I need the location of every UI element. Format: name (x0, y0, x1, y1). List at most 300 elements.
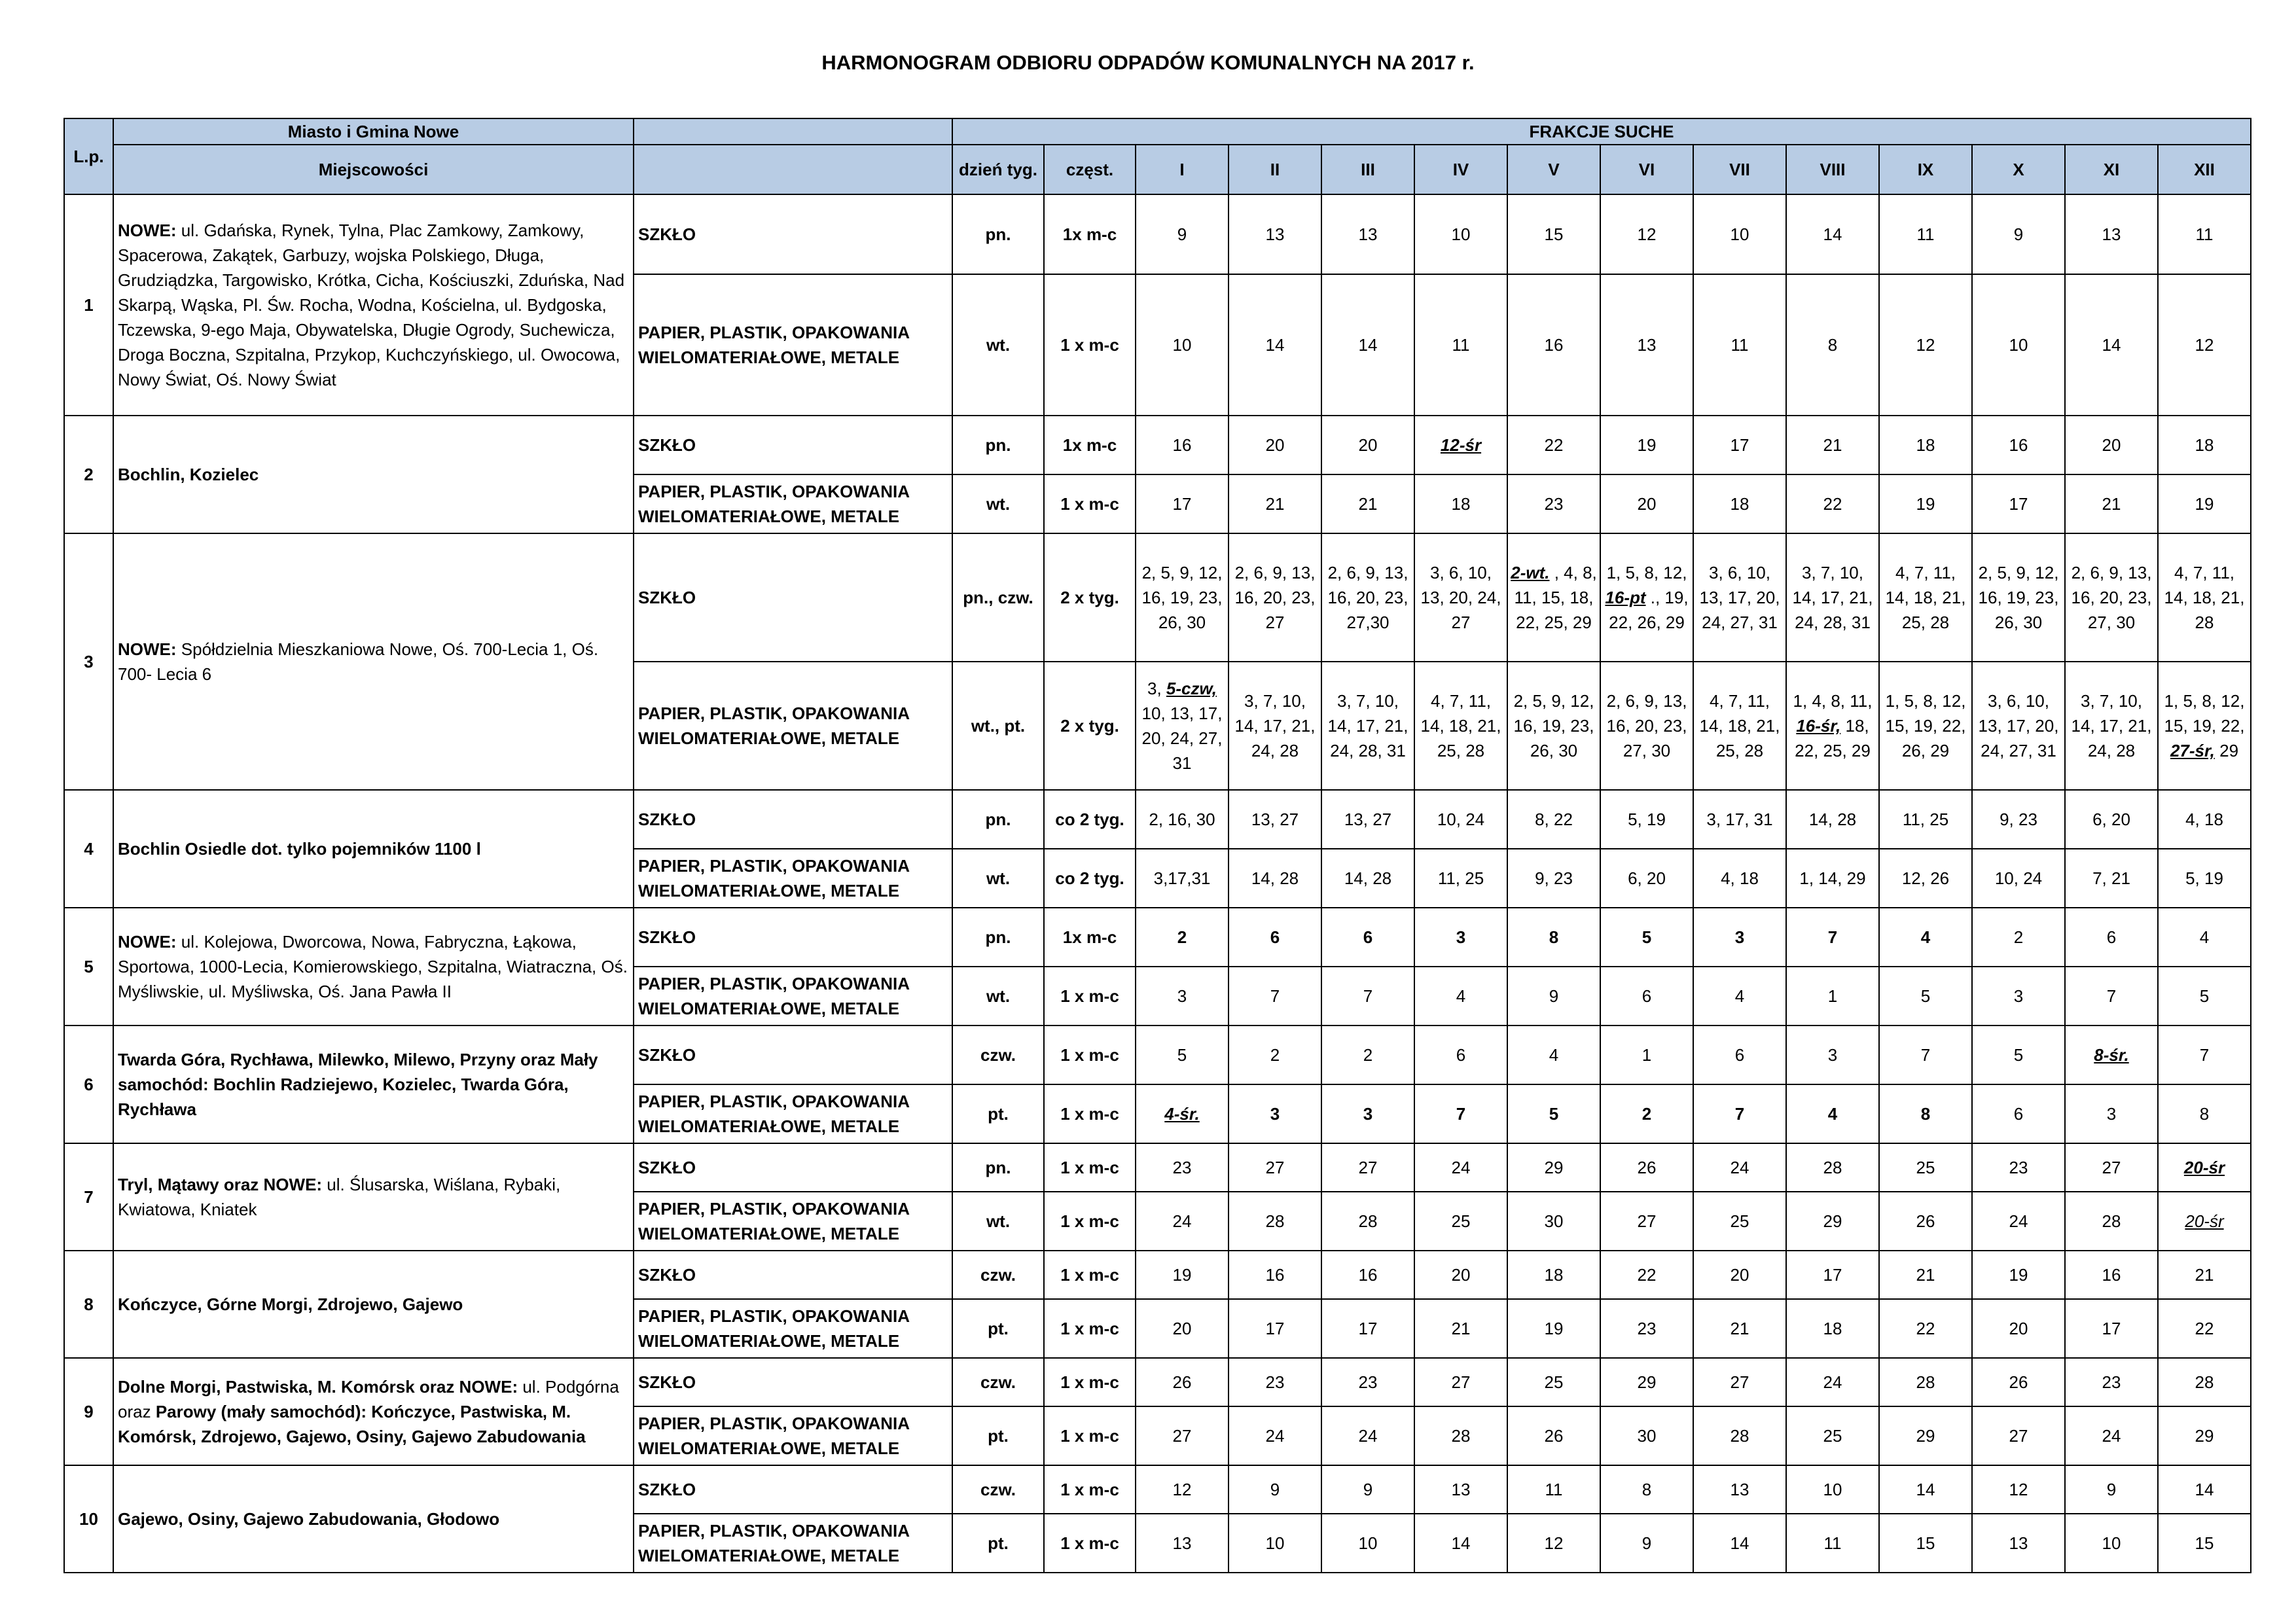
date-cell (1879, 194, 1972, 274)
date-cell (1879, 1143, 1972, 1192)
text-run: 28 (1265, 1211, 1285, 1231)
frequency-cell: 1 x m-c (1044, 474, 1136, 533)
date-cell (1136, 1514, 1229, 1573)
text-run: 1, 4, 8, 11, (1793, 691, 1873, 711)
text-run: 14 (1451, 1533, 1471, 1553)
date-cell (1136, 1358, 1229, 1406)
text-run: 10 (2102, 1533, 2121, 1553)
text-run: 4 (1827, 1104, 1838, 1124)
text-run: 1 (1641, 1045, 1652, 1065)
gmina-header: Miasto i Gmina Nowe (113, 118, 634, 145)
location-cell (113, 416, 634, 533)
schedule-row (64, 533, 2251, 662)
date-cell (1786, 533, 1879, 662)
text-run: 8 (1827, 335, 1838, 355)
day-cell: pt. (952, 1514, 1044, 1573)
date-cell (1507, 1358, 1600, 1406)
date-cell (1600, 908, 1693, 967)
text-run: 7 (2199, 1045, 2210, 1065)
date-cell (1693, 1026, 1786, 1084)
text-run: 18 (1916, 435, 1935, 455)
date-cell (1693, 533, 1786, 662)
date-cell (2065, 474, 2158, 533)
text-run: 29 (2214, 741, 2239, 760)
text-run: NOWE: (118, 221, 177, 240)
frequency-cell: 1x m-c (1044, 194, 1136, 274)
schedule-row (64, 790, 2251, 849)
text-run: 27 (1730, 1372, 1749, 1392)
text-run: 26 (1172, 1372, 1192, 1392)
date-cell (1600, 474, 1693, 533)
text-run: 20-śr (2185, 1211, 2224, 1231)
text-run: 28 (2102, 1211, 2121, 1231)
date-cell (1321, 849, 1414, 908)
text-run: 3 (2106, 1104, 2117, 1124)
text-run: 2, 16, 30 (1149, 810, 1215, 829)
text-run: 11 (1731, 335, 1749, 355)
date-cell (1693, 1299, 1786, 1358)
text-run: 29 (1916, 1426, 1935, 1446)
text-run: 3,17,31 (1153, 868, 1211, 888)
date-cell (1414, 1084, 1507, 1143)
location-cell (113, 1251, 634, 1358)
text-run: 27 (1265, 1158, 1285, 1177)
text-run: 21 (1823, 435, 1842, 455)
date-cell (1229, 1406, 1321, 1465)
text-run: 4, 18 (2185, 810, 2223, 829)
text-run: 18 (1544, 1265, 1564, 1285)
date-cell (2065, 849, 2158, 908)
date-cell (1786, 1465, 1879, 1514)
header-row-bottom (64, 145, 2251, 194)
text-run: 14 (1730, 1533, 1749, 1553)
text-run: 22 (1637, 1265, 1657, 1285)
fraction-cell: SZKŁO (634, 1358, 952, 1406)
text-run: 7, 21 (2092, 868, 2130, 888)
date-cell (1507, 1406, 1600, 1465)
date-cell (2065, 1358, 2158, 1406)
text-run: 12 (1916, 335, 1935, 355)
date-cell (2065, 1299, 2158, 1358)
frakcje-header: FRAKCJE SUCHE (952, 118, 2251, 145)
date-cell (1136, 790, 1229, 849)
date-cell (1879, 908, 1972, 967)
text-run: 11 (1823, 1533, 1842, 1553)
text-run: 11 (2195, 224, 2214, 244)
date-cell (1879, 849, 1972, 908)
date-cell (1414, 474, 1507, 533)
text-run: 10 (1172, 335, 1192, 355)
text-run: 21 (2102, 494, 2121, 514)
text-run: 1, 5, 8, 12, (1606, 563, 1687, 582)
date-cell (1321, 1358, 1414, 1406)
text-run: 14 (1916, 1480, 1935, 1499)
date-cell (1321, 416, 1414, 474)
row-number: 10 (64, 1465, 113, 1573)
text-run: Dolne Morgi, Pastwiska, M. Komórsk oraz NOWE: (118, 1377, 518, 1397)
date-cell (1507, 849, 1600, 908)
day-cell: wt. (952, 474, 1044, 533)
day-cell: wt. (952, 274, 1044, 416)
text-run: 5 (1641, 927, 1652, 947)
frequency-cell: 1 x m-c (1044, 1192, 1136, 1251)
text-run: 28 (1823, 1158, 1842, 1177)
text-run: ., 19, 22, 26, 29 (1609, 588, 1689, 632)
text-run: 29 (1637, 1372, 1657, 1392)
text-run: NOWE: (118, 639, 177, 659)
date-cell (2158, 1514, 2251, 1573)
date-cell (1600, 1192, 1693, 1251)
page-title: HARMONOGRAM ODBIORU ODPADÓW KOMUNALNYCH NA 2017 r. (821, 51, 1475, 74)
date-cell (1136, 849, 1229, 908)
text-run: 3 (1456, 927, 1466, 947)
date-cell (1507, 1143, 1600, 1192)
date-cell (1600, 662, 1693, 790)
date-cell (1786, 662, 1879, 790)
text-run: 1 (1827, 986, 1838, 1006)
text-run: 3, 6, 10, 13, 20, 24, 27 (1420, 563, 1501, 632)
location-cell (113, 1026, 634, 1143)
date-cell (2158, 533, 2251, 662)
text-run: 7 (1827, 927, 1838, 947)
date-cell (1507, 194, 1600, 274)
date-cell (1600, 533, 1693, 662)
date-cell (1879, 274, 1972, 416)
date-cell (1414, 1358, 1507, 1406)
text-run: 29 (1823, 1211, 1842, 1231)
text-run: 17 (1823, 1265, 1842, 1285)
date-cell (1321, 1143, 1414, 1192)
fraction-cell: PAPIER, PLASTIK, OPAKOWANIA WIELOMATERIAŁOWE, METALE (634, 1406, 952, 1465)
month-header: V (1507, 145, 1600, 194)
date-cell (1693, 1084, 1786, 1143)
date-cell (2158, 474, 2251, 533)
date-cell (1786, 1251, 1879, 1299)
text-run: Gajewo, Osiny, Gajewo Zabudowania, Głodowo (118, 1509, 500, 1529)
date-cell (1229, 533, 1321, 662)
frequency-cell: co 2 tyg. (1044, 849, 1136, 908)
text-run: 11 (1545, 1480, 1563, 1499)
date-cell (1229, 1358, 1321, 1406)
date-cell (2065, 790, 2158, 849)
day-header: dzień tyg. (952, 145, 1044, 194)
text-run: 19 (1172, 1265, 1192, 1285)
text-run: 27 (1637, 1211, 1657, 1231)
date-cell (2065, 1084, 2158, 1143)
text-run: 4, 18 (1721, 868, 1759, 888)
day-cell: wt. (952, 1192, 1044, 1251)
date-cell (1507, 1251, 1600, 1299)
text-run: 2, 5, 9, 12, 16, 19, 23, 26, 30 (1513, 691, 1594, 760)
text-run: 20 (1358, 435, 1378, 455)
date-cell (2158, 1143, 2251, 1192)
date-cell (1229, 1026, 1321, 1084)
fraction-cell: SZKŁO (634, 533, 952, 662)
date-cell (2065, 1192, 2158, 1251)
text-run: 9, 23 (1535, 868, 1573, 888)
date-cell (1786, 1358, 1879, 1406)
text-run: 3 (2013, 986, 2024, 1006)
schedule-table (63, 118, 2251, 1573)
text-run: 10, 24 (1994, 868, 2043, 888)
text-run: 23 (1265, 1372, 1285, 1392)
date-cell (1879, 416, 1972, 474)
frequency-cell: 1 x m-c (1044, 967, 1136, 1026)
date-cell (1693, 908, 1786, 967)
text-run: 18 (2195, 435, 2214, 455)
text-run: 3, (1147, 679, 1166, 698)
schedule-row (64, 194, 2251, 274)
date-cell (1507, 1026, 1600, 1084)
text-run: 6, 20 (2092, 810, 2130, 829)
date-cell (1229, 1251, 1321, 1299)
date-cell (1972, 533, 2065, 662)
date-cell (1879, 474, 1972, 533)
date-cell (2158, 1299, 2251, 1358)
date-cell (1507, 416, 1600, 474)
text-run: 17 (2009, 494, 2028, 514)
fraction-cell: SZKŁO (634, 1465, 952, 1514)
date-cell (2158, 662, 2251, 790)
date-cell (1321, 1192, 1414, 1251)
text-run: 7 (2106, 986, 2117, 1006)
text-run: 27 (2102, 1158, 2121, 1177)
text-run: 26 (2009, 1372, 2028, 1392)
text-run: 19 (1637, 435, 1657, 455)
text-run: 26 (1544, 1426, 1564, 1446)
day-cell: pn. (952, 790, 1044, 849)
location-cell (113, 908, 634, 1026)
text-run: 7 (1456, 1104, 1466, 1124)
text-run: 3, 17, 31 (1706, 810, 1773, 829)
text-run: 4 (1920, 927, 1931, 947)
text-run: 28 (1916, 1372, 1935, 1392)
date-cell (1879, 967, 1972, 1026)
date-cell (2065, 416, 2158, 474)
text-run: 14 (1265, 335, 1285, 355)
text-run: 5 (1549, 1104, 1559, 1124)
schedule-row (64, 908, 2251, 967)
month-header: XI (2065, 145, 2158, 194)
text-run: 9 (1270, 1480, 1280, 1499)
date-cell (1136, 533, 1229, 662)
text-run: 25 (1451, 1211, 1471, 1231)
day-cell: wt. (952, 849, 1044, 908)
month-header: VI (1600, 145, 1693, 194)
text-run: 2, 6, 9, 13, 16, 20, 23, 27, 30 (1606, 691, 1687, 760)
date-cell (1414, 1514, 1507, 1573)
text-run: 13 (1358, 224, 1378, 244)
row-number: 3 (64, 533, 113, 790)
date-cell (1414, 1192, 1507, 1251)
text-run: 5 (2013, 1045, 2024, 1065)
text-run: 23 (1544, 494, 1564, 514)
fraction-cell: SZKŁO (634, 1251, 952, 1299)
text-run: 2 (1177, 927, 1187, 947)
fraction-cell: SZKŁO (634, 416, 952, 474)
day-cell: wt. (952, 967, 1044, 1026)
date-cell (1229, 967, 1321, 1026)
text-run: 8 (1549, 927, 1559, 947)
location-cell (113, 790, 634, 908)
location-cell (113, 1358, 634, 1465)
text-run: 23 (1172, 1158, 1192, 1177)
text-run: 23 (1358, 1372, 1378, 1392)
date-cell (2065, 194, 2158, 274)
text-run: 22 (2195, 1319, 2214, 1338)
text-run: 10 (1451, 224, 1471, 244)
date-cell (1321, 662, 1414, 790)
row-number: 7 (64, 1143, 113, 1251)
text-run: 20 (2102, 435, 2121, 455)
text-run: ul. Gdańska, Rynek, Tylna, Plac Zamkowy, Zamkowy, Spacerowa, Zakątek, Garbuzy, wojska Polskiego, Długa, Grudziądzka, Targowisko, Krótka, Cicha, Kościuszki, Zduńska, Nad Skarpą, Wąska, Pl. Św. Rocha, Wodna, Kościelna, ul. Bydgoska, Tczewska, 9-ego Maja, Obywatelska, Długie Ogrody, Suchewicza, Droga Boczna, Szpitalna, Przykop, Kuchczyńskiego, ul. Owocowa, Nowy Świat, Oś. Nowy Świat (118, 221, 625, 389)
text-run: 6 (1734, 1045, 1745, 1065)
date-cell (2065, 1026, 2158, 1084)
date-cell (1229, 1299, 1321, 1358)
month-header: XII (2158, 145, 2251, 194)
date-cell (1879, 1514, 1972, 1573)
date-cell (1600, 1026, 1693, 1084)
text-run: 9 (2106, 1480, 2117, 1499)
date-cell (1414, 194, 1507, 274)
date-cell (2158, 194, 2251, 274)
text-run: 6, 20 (1628, 868, 1666, 888)
fraction-subheader (634, 145, 952, 194)
frequency-cell: co 2 tyg. (1044, 790, 1136, 849)
text-run: ul. Ślusarska, Wiślana, Rybaki, Kwiatowa, Kniatek (118, 1175, 561, 1219)
text-run: 22 (1823, 494, 1842, 514)
text-run: 3 (1270, 1104, 1280, 1124)
text-run: 25 (1916, 1158, 1935, 1177)
text-run: Spółdzielnia Mieszkaniowa Nowe, Oś. 700-Lecia 1, Oś. 700- Lecia 6 (118, 639, 599, 684)
date-cell (1136, 1299, 1229, 1358)
day-cell: czw. (952, 1465, 1044, 1514)
text-run: 5, 19 (1628, 810, 1666, 829)
text-run: 6 (2106, 927, 2117, 947)
text-run: 21 (1358, 494, 1378, 514)
text-run: 11 (1916, 224, 1935, 244)
date-cell (1414, 533, 1507, 662)
date-cell (2158, 1251, 2251, 1299)
date-cell (1972, 908, 2065, 967)
date-cell (1136, 1251, 1229, 1299)
date-cell (1229, 274, 1321, 416)
date-cell (1507, 1514, 1600, 1573)
date-cell (1786, 908, 1879, 967)
text-run: 1, 14, 29 (1799, 868, 1866, 888)
date-cell (1507, 533, 1600, 662)
text-run: 5 (1920, 986, 1931, 1006)
date-cell (1321, 967, 1414, 1026)
text-run: 4, 7, 11, 14, 18, 21, 25, 28 (1885, 563, 1966, 632)
text-run: 6 (1641, 986, 1652, 1006)
text-run: 10, 13, 17, 20, 24, 27, 31 (1141, 704, 1223, 773)
day-cell: czw. (952, 1251, 1044, 1299)
text-run: 2 (1363, 1045, 1373, 1065)
frequency-cell: 2 x tyg. (1044, 662, 1136, 790)
text-run: 27 (1358, 1158, 1378, 1177)
date-cell (1693, 474, 1786, 533)
date-cell (2065, 1251, 2158, 1299)
text-run: 7 (1270, 986, 1280, 1006)
location-cell (113, 1465, 634, 1573)
frequency-cell: 1 x m-c (1044, 1251, 1136, 1299)
text-run: 9 (2013, 224, 2024, 244)
frequency-cell: 1x m-c (1044, 908, 1136, 967)
date-cell (1229, 1465, 1321, 1514)
text-run: 4 (2199, 927, 2210, 947)
frequency-cell: 1 x m-c (1044, 1143, 1136, 1192)
date-cell (1972, 1465, 2065, 1514)
date-cell (1693, 194, 1786, 274)
date-cell (1600, 967, 1693, 1026)
date-cell (1414, 1026, 1507, 1084)
text-run: 16-pt (1605, 588, 1646, 607)
text-run: 5, 19 (2185, 868, 2223, 888)
text-run: 12 (2195, 335, 2214, 355)
date-cell (1321, 1251, 1414, 1299)
date-cell (2158, 908, 2251, 967)
text-run: 8, 22 (1535, 810, 1573, 829)
text-run: 26 (1916, 1211, 1935, 1231)
frequency-cell: 1 x m-c (1044, 1465, 1136, 1514)
date-cell (1786, 1514, 1879, 1573)
text-run: 14 (2195, 1480, 2214, 1499)
date-cell (1229, 1514, 1321, 1573)
month-header: II (1229, 145, 1321, 194)
frequency-cell: 1 x m-c (1044, 1406, 1136, 1465)
text-run: 9 (1549, 986, 1559, 1006)
lp-header: L.p. (64, 118, 113, 194)
row-number: 5 (64, 908, 113, 1026)
text-run: NOWE: (118, 932, 177, 952)
text-run: 4, 7, 11, 14, 18, 21, 25, 28 (1699, 691, 1780, 760)
text-run: 10 (1358, 1533, 1378, 1553)
date-cell (1693, 1143, 1786, 1192)
text-run: 19 (1916, 494, 1935, 514)
date-cell (2158, 1465, 2251, 1514)
text-run: 17 (1730, 435, 1749, 455)
month-header: IV (1414, 145, 1507, 194)
date-cell (1507, 662, 1600, 790)
date-cell (1136, 662, 1229, 790)
text-run: 28 (1358, 1211, 1378, 1231)
date-cell (1972, 274, 2065, 416)
text-run: 2, 6, 9, 13, 16, 20, 23, 27, 30 (2071, 563, 2152, 632)
text-run: 28 (1730, 1426, 1749, 1446)
text-run: 25 (1544, 1372, 1564, 1392)
date-cell (2158, 416, 2251, 474)
text-run: 22 (1916, 1319, 1935, 1338)
frequency-cell: 1 x m-c (1044, 274, 1136, 416)
fraction-cell: PAPIER, PLASTIK, OPAKOWANIA WIELOMATERIAŁOWE, METALE (634, 1192, 952, 1251)
text-run: 16-śr, (1796, 716, 1841, 736)
text-run: 12 (1637, 224, 1657, 244)
date-cell (1786, 849, 1879, 908)
date-cell (1321, 1406, 1414, 1465)
schedule-row (64, 1026, 2251, 1084)
date-cell (1136, 1143, 1229, 1192)
date-cell (1972, 194, 2065, 274)
day-cell: pn. (952, 416, 1044, 474)
day-cell: wt., pt. (952, 662, 1044, 790)
text-run: 4, 7, 11, 14, 18, 21, 28 (2164, 563, 2245, 632)
text-run: 19 (1544, 1319, 1564, 1338)
date-cell (1879, 1299, 1972, 1358)
fraction-header (634, 118, 952, 145)
date-cell (1321, 474, 1414, 533)
text-run: 10, 24 (1437, 810, 1485, 829)
